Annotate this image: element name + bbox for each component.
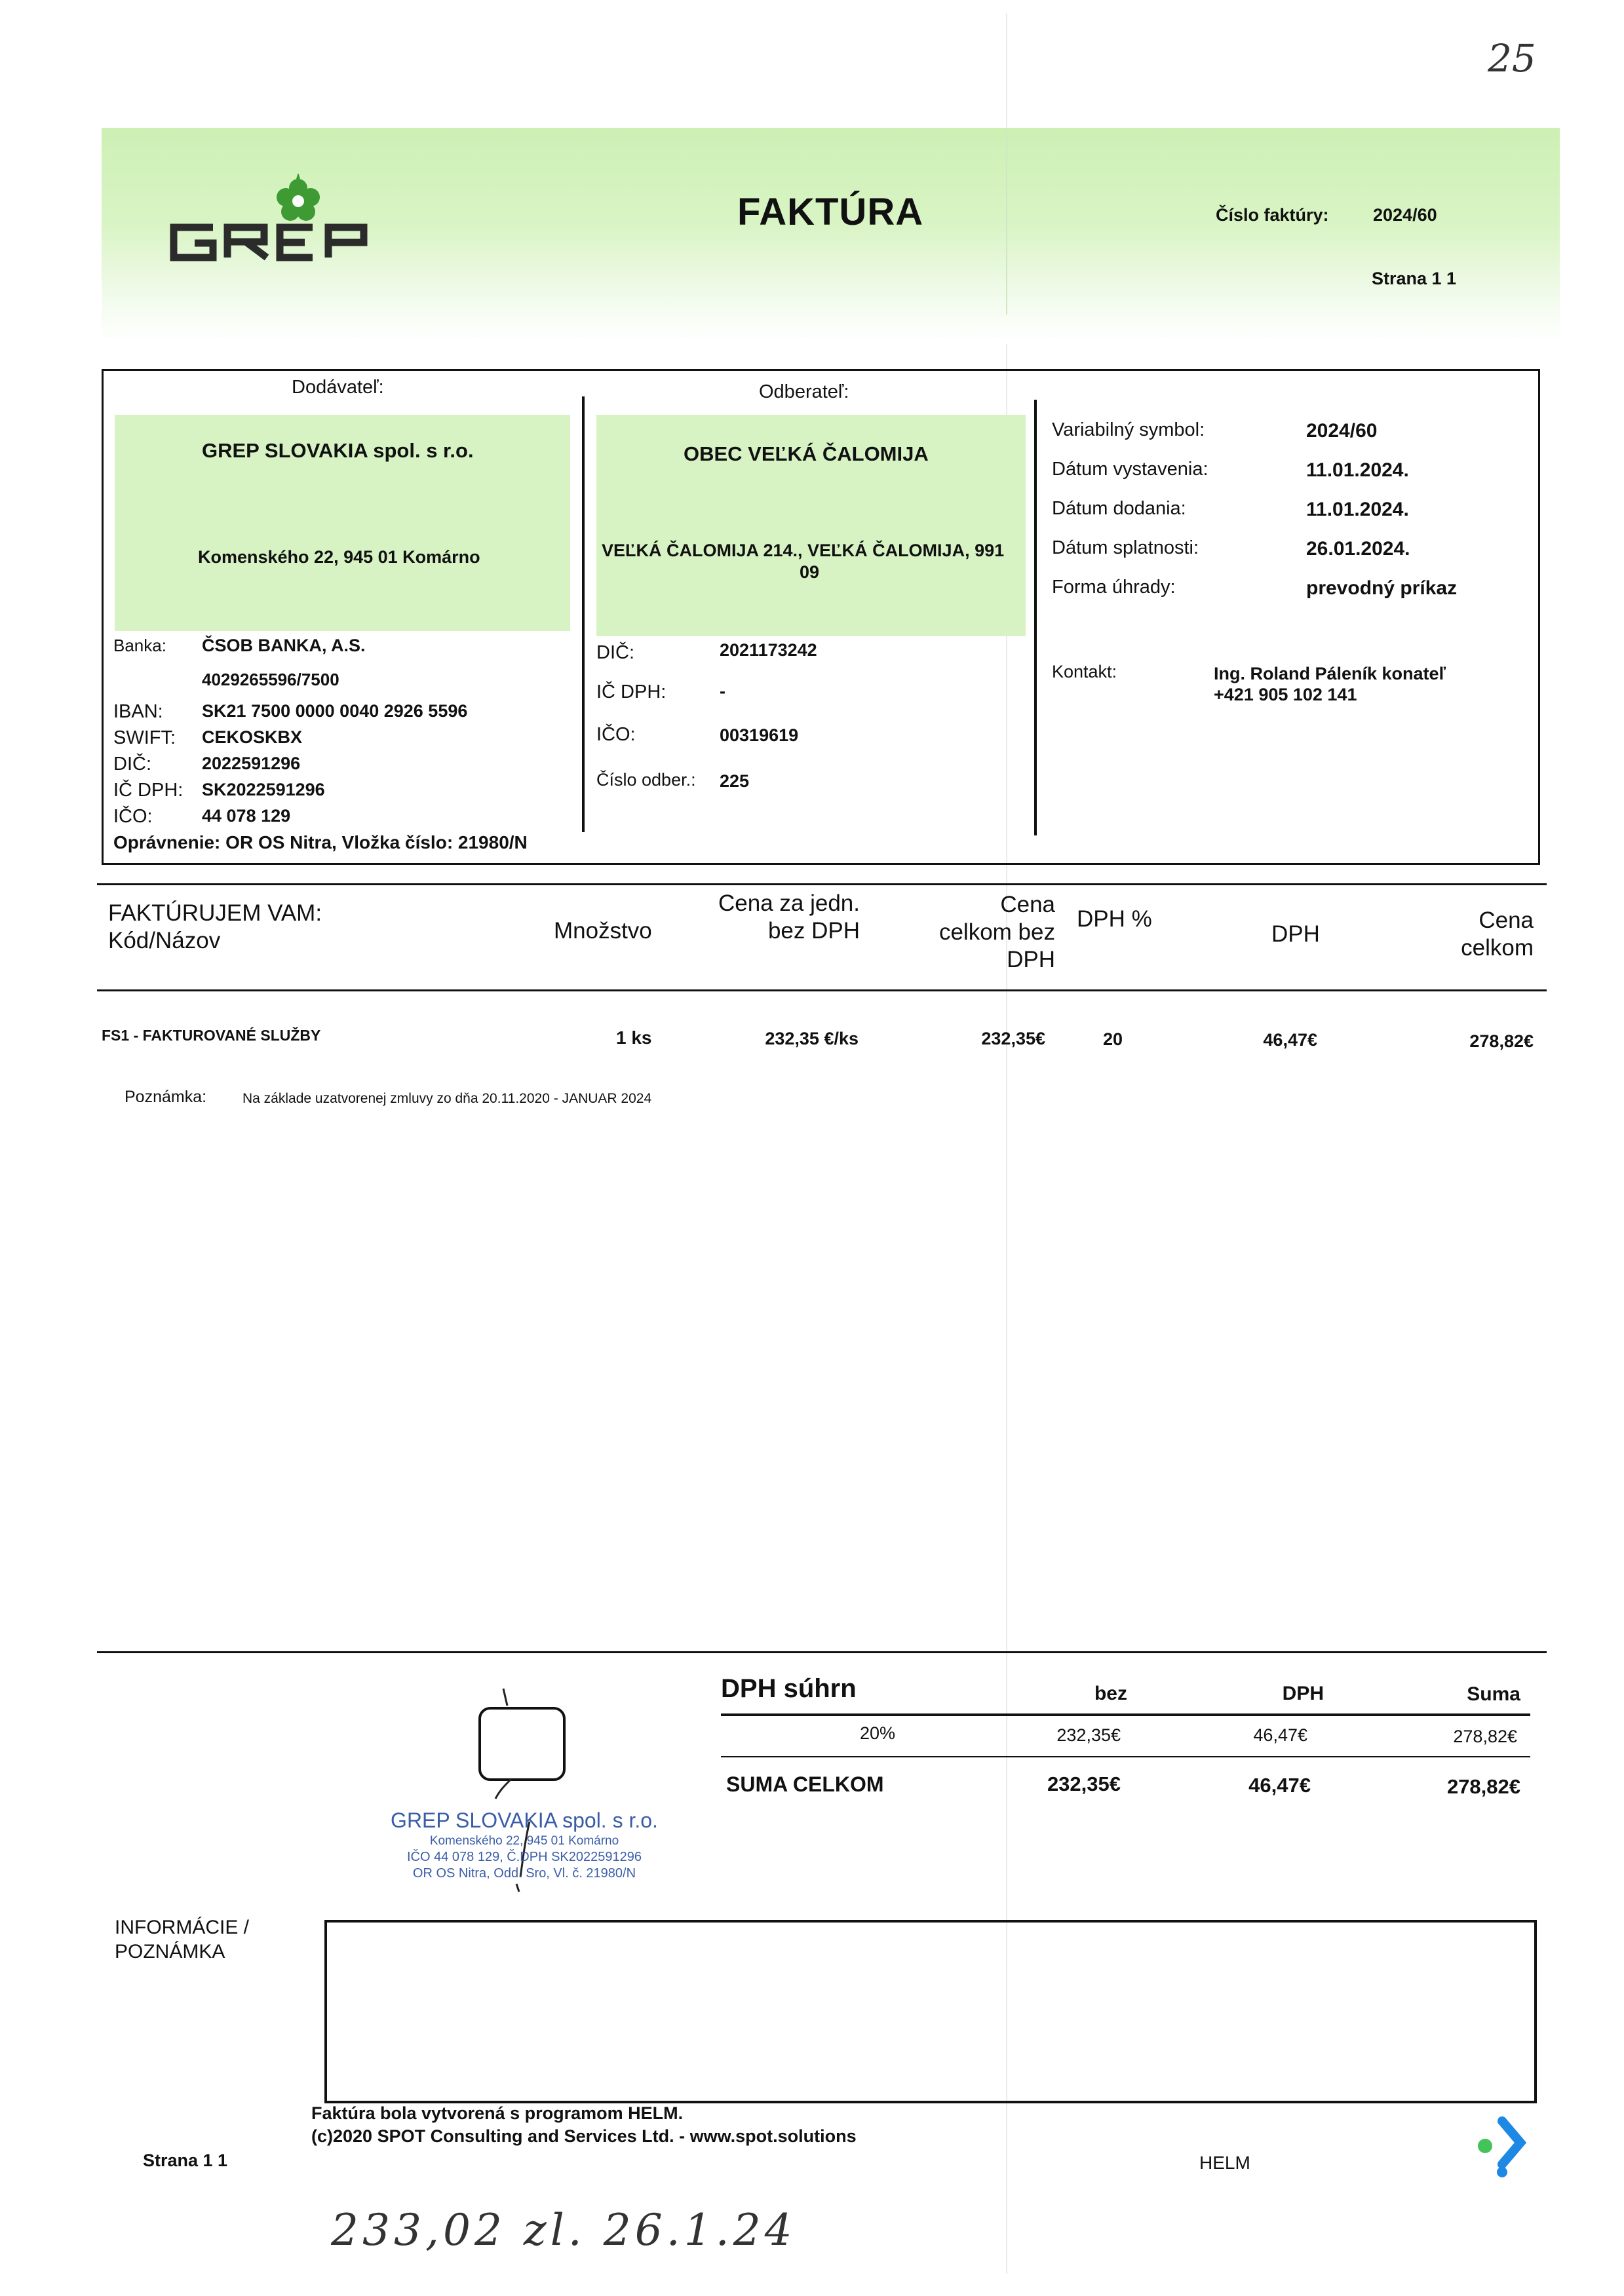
item-vat: 46,47€ — [1263, 1030, 1317, 1050]
issue-date-label: Dátum vystavenia: — [1052, 459, 1208, 480]
customer-icdph: - — [720, 681, 725, 701]
vat-summary-col-net: bez — [1094, 1683, 1127, 1704]
delivery-date-label: Dátum dodania: — [1052, 498, 1186, 519]
supplier-swift: CEKOSKBX — [202, 727, 303, 747]
customer-icdph-label: IČ DPH: — [596, 681, 667, 702]
item-net-total: 232,35€ — [981, 1029, 1045, 1048]
variable-symbol-label: Variabilný symbol: — [1052, 419, 1205, 440]
grand-total-sum: 278,82€ — [1446, 1775, 1520, 1798]
col-net-total-line3: DPH — [1007, 947, 1055, 972]
delivery-date: 11.01.2024. — [1306, 499, 1409, 520]
supplier-account: 4029265596/7500 — [202, 670, 339, 689]
col-unit-price-line1: Cena za jedn. — [718, 890, 860, 916]
footer-software-line2: (c)2020 SPOT Consulting and Services Ltd. - www.spot.solutions — [311, 2126, 857, 2146]
supplier-ico-label: IČO: — [113, 806, 153, 827]
header-page: Strana 1 1 — [1372, 269, 1457, 288]
supplier-bank: ČSOB BANKA, A.S. — [202, 636, 366, 655]
divider-customer-payment — [1034, 400, 1037, 835]
customer-address-line2: 09 — [800, 562, 820, 582]
header-divider — [1006, 131, 1007, 315]
note-text: Na základe uzatvorenej zmluvy zo dňa 20.11.2020 - JANUAR 2024 — [242, 1091, 652, 1106]
summary-top-rule — [97, 1651, 1547, 1653]
item-unit-price: 232,35 €/ks — [765, 1029, 859, 1048]
grand-total-label: SUMA CELKOM — [726, 1772, 884, 1796]
info-note-box — [324, 1920, 1537, 2103]
items-header-rule — [97, 989, 1547, 991]
vat-rate-sum: 278,82€ — [1453, 1727, 1517, 1746]
page-mark: 25 — [1488, 36, 1536, 81]
vat-rate-net: 232,35€ — [1056, 1725, 1121, 1745]
supplier-registration: Oprávnenie: OR OS Nitra, Vložka číslo: 21980/N — [113, 832, 528, 852]
item-gross: 278,82€ — [1469, 1031, 1534, 1051]
col-gross-line2: celkom — [1461, 935, 1534, 961]
vat-rate-vat: 46,47€ — [1253, 1725, 1307, 1745]
grep-logo — [167, 174, 423, 265]
grand-total-vat: 46,47€ — [1248, 1774, 1311, 1797]
supplier-iban: SK21 7500 0000 0040 2926 5596 — [202, 701, 468, 721]
stamp-line3: IČO 44 078 129, Č.DPH SK2022591296 — [406, 1850, 642, 1864]
contact-name: Ing. Roland Páleník konateľ — [1214, 664, 1446, 683]
vat-summary-col-vat: DPH — [1282, 1683, 1324, 1704]
item-vat-percent: 20 — [1103, 1029, 1123, 1049]
vat-summary-rule — [721, 1756, 1530, 1757]
stamp-line4: OR OS Nitra, Odd. Sro, Vl. č. 21980/N — [412, 1866, 636, 1881]
divider-supplier-customer — [582, 396, 585, 832]
note-label: Poznámka: — [125, 1088, 207, 1106]
supplier-iban-label: IBAN: — [113, 701, 163, 722]
customer-number-label: Číslo odber.: — [596, 770, 696, 790]
footer-software-line1: Faktúra bola vytvorená s programom HELM. — [311, 2103, 684, 2123]
col-quantity: Množstvo — [554, 918, 652, 944]
issue-date: 11.01.2024. — [1306, 459, 1409, 481]
info-label-line1: INFORMÁCIE / — [115, 1917, 250, 1938]
company-stamp — [380, 1808, 668, 1900]
footer-page: Strana 1 1 — [143, 2151, 228, 2170]
col-net-total-line1: Cena — [1000, 892, 1055, 917]
payment-method-label: Forma úhrady: — [1052, 577, 1176, 598]
items-top-rule — [97, 883, 1547, 885]
vat-summary-header-rule — [721, 1713, 1530, 1716]
supplier-dic: 2022591296 — [202, 754, 301, 773]
item-quantity: 1 ks — [616, 1027, 652, 1048]
supplier-bank-label: Banka: — [113, 636, 166, 655]
customer-heading: Odberateľ: — [759, 381, 849, 402]
customer-name: OBEC VEĽKÁ ČALOMIJA — [684, 442, 929, 465]
vat-rate: 20% — [860, 1723, 896, 1743]
supplier-swift-label: SWIFT: — [113, 727, 176, 748]
invoice-number-label: Číslo faktúry: — [1216, 205, 1329, 225]
due-date-label: Dátum splatnosti: — [1052, 537, 1199, 558]
col-vat-percent: DPH % — [1077, 906, 1152, 932]
customer-ico: 00319619 — [720, 725, 799, 745]
handwritten-note: 233,02 zl. 26.1.24 — [331, 2205, 796, 2255]
col-unit-price-line2: bez DPH — [767, 918, 860, 944]
grand-total-net: 232,35€ — [1047, 1772, 1121, 1795]
col-title-line1: FAKTÚRUJEM VAM: — [108, 900, 322, 926]
supplier-icdph-label: IČ DPH: — [113, 780, 184, 801]
supplier-heading: Dodávateľ: — [292, 377, 384, 398]
contact-phone: +421 905 102 141 — [1214, 685, 1357, 704]
stamp-line1: GREP SLOVAKIA spol. s r.o. — [391, 1808, 658, 1832]
customer-address-line1: VEĽKÁ ČALOMIJA 214., VEĽKÁ ČALOMIJA, 991 — [602, 541, 1005, 560]
invoice-number: 2024/60 — [1373, 205, 1437, 225]
helm-logo-icon — [1475, 2113, 1534, 2179]
supplier-name: GREP SLOVAKIA spol. s r.o. — [202, 439, 474, 462]
customer-number: 225 — [720, 771, 750, 791]
due-date: 26.01.2024. — [1306, 538, 1410, 560]
flower-icon — [167, 174, 423, 265]
payment-method: prevodný príkaz — [1306, 577, 1458, 599]
supplier-address: Komenského 22, 945 01 Komárno — [198, 547, 480, 567]
customer-dic-label: DIČ: — [596, 642, 634, 663]
supplier-dic-label: DIČ: — [113, 754, 151, 775]
supplier-ico: 44 078 129 — [202, 806, 291, 826]
vat-summary-col-sum: Suma — [1467, 1683, 1520, 1705]
contact-label: Kontakt: — [1052, 662, 1117, 681]
customer-dic: 2021173242 — [720, 640, 817, 660]
col-vat: DPH — [1271, 921, 1320, 947]
item-name: FS1 - FAKTUROVANÉ SLUŽBY — [102, 1027, 321, 1044]
supplier-icdph: SK2022591296 — [202, 780, 325, 799]
info-label-line2: POZNÁMKA — [115, 1941, 225, 1962]
col-title-line2: Kód/Názov — [108, 928, 221, 953]
variable-symbol: 2024/60 — [1306, 420, 1378, 442]
footer-helm-label: HELM — [1199, 2152, 1250, 2173]
document-title: FAKTÚRA — [737, 191, 924, 233]
customer-ico-label: IČO: — [596, 724, 636, 745]
vat-summary-title: DPH súhrn — [721, 1674, 857, 1703]
table-row — [0, 1025, 1624, 1052]
stamp-line2: Komenského 22, 945 01 Komárno — [429, 1834, 619, 1848]
col-gross-line1: Cena — [1479, 908, 1534, 933]
col-net-total-line2: celkom bez — [938, 919, 1055, 945]
